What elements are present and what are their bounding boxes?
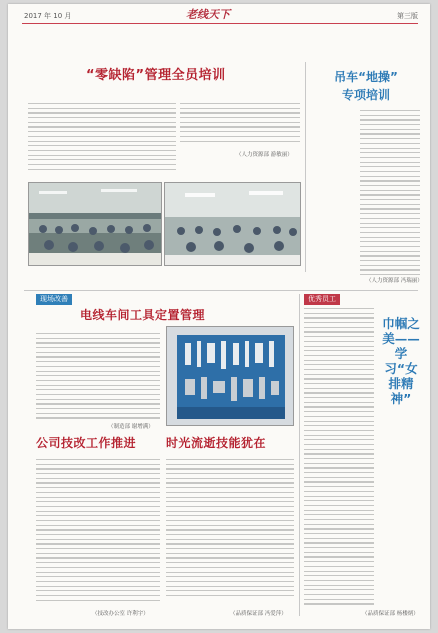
training-photo-1-image [29,183,162,266]
tool-board-image [167,327,294,426]
time-text [166,459,294,601]
tools-tag: 现场改善 [36,294,72,305]
row-divider [24,290,418,291]
staff-vertical-title: 巾帼之美——学习“女排精神” [382,316,420,406]
column-divider-bottom [299,294,300,616]
crane-title-line2: 专项培训 [341,88,390,102]
inspection-title: 公司技改工作推进 [36,436,137,450]
tools-text [36,333,160,423]
tools-byline: （制造部 谢增满） [108,424,154,430]
time-title: 时光流逝技能犹在 [166,436,267,450]
time-byline: （品质保证部 冯爱萍） [230,611,287,617]
header-rule [22,23,418,24]
newspaper-page [8,4,430,629]
tool-board-photo [166,326,294,426]
staff-byline: （品质保证部 杨楼炳） [362,611,419,617]
zero-defect-title: “零缺陷”管理全员培训 [86,68,226,83]
tools-title: 电线车间工具定置管理 [80,308,206,322]
zero-defect-text-col2 [180,103,300,145]
column-divider-top [305,62,306,272]
crane-text [360,110,420,278]
page-number: 第三版 [397,12,418,20]
staff-text [304,308,374,608]
training-photo-1 [28,182,162,266]
inspection-byline: （技改办公室 许利宇） [92,611,149,617]
masthead: 老线天下 [186,8,230,21]
crane-title-line1: 吊车“地操” [334,70,398,84]
training-photo-2 [164,182,301,266]
zero-defect-text-col1 [28,103,176,175]
staff-tag: 优秀员工 [304,294,340,305]
issue-date: 2017 年 10 月 [24,12,72,20]
zero-defect-byline: （人力资源部 游敏丽） [236,152,293,158]
training-photo-2-image [165,183,301,266]
inspection-text [36,459,160,605]
crane-byline: （人力资源部 冯瑞丽） [366,278,423,284]
